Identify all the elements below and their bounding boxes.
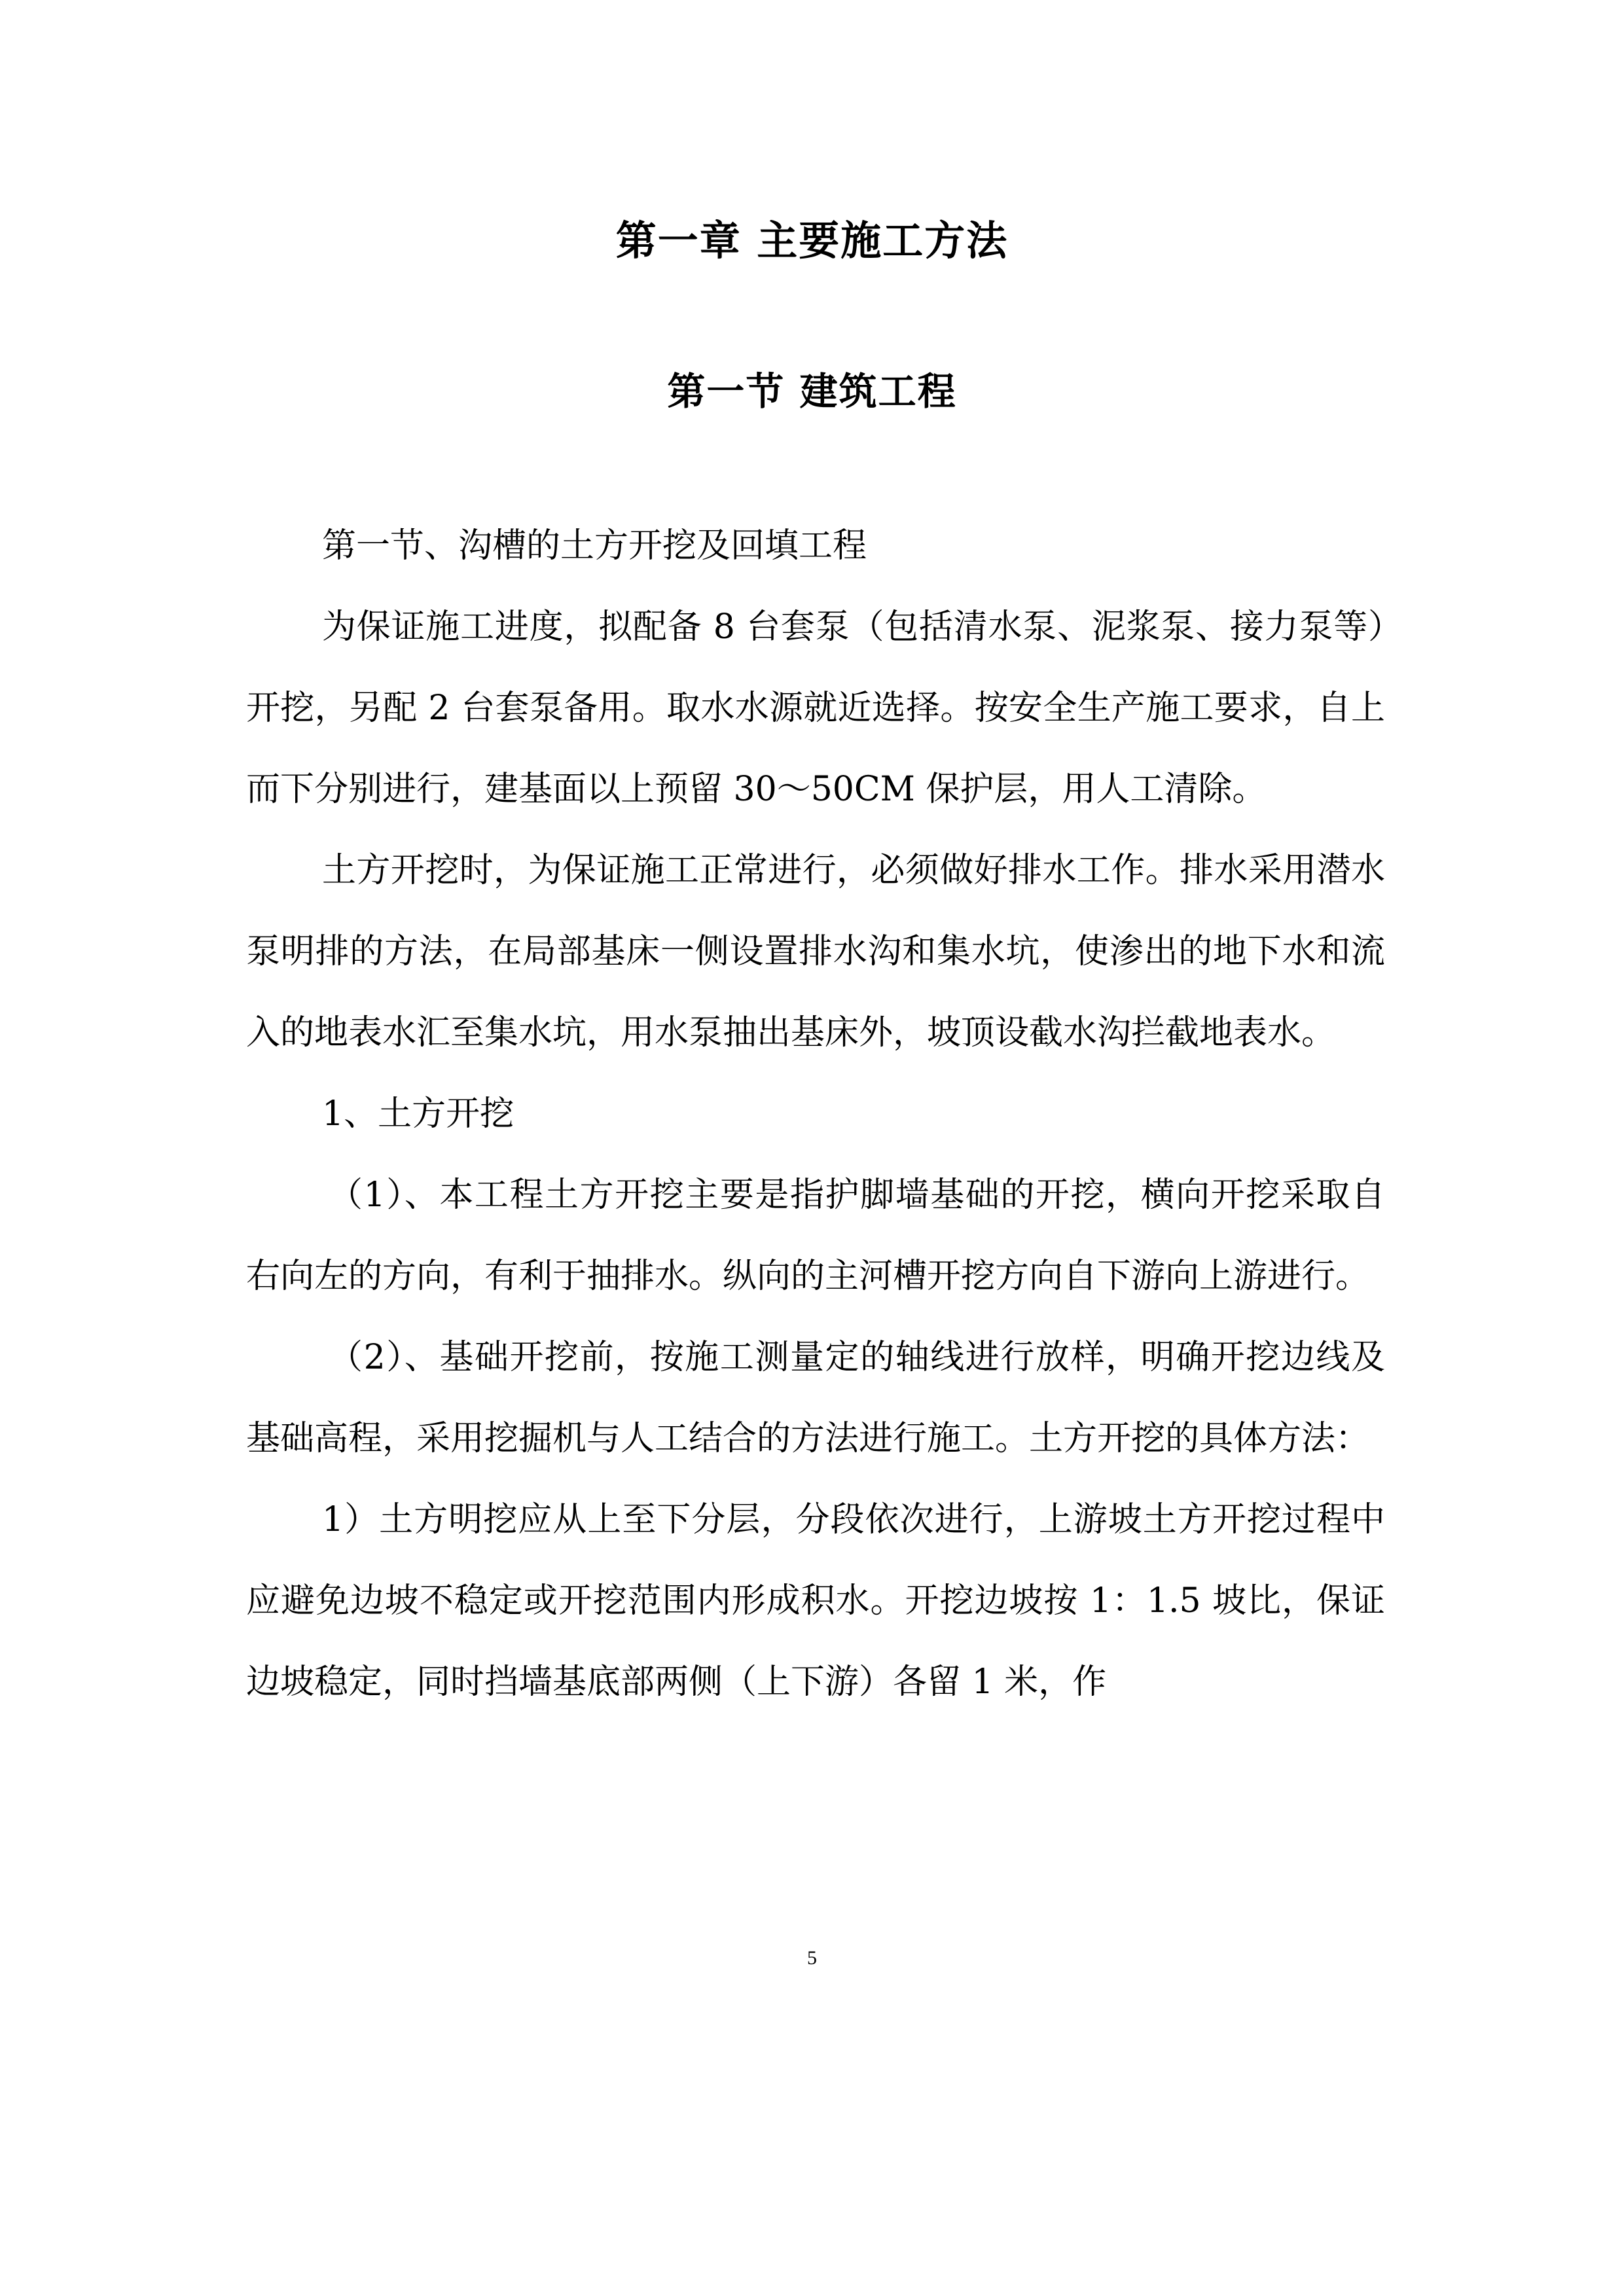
item-heading-earthwork: 1、土方开挖: [322, 1094, 514, 1134]
section-title: 第一节 建筑工程: [667, 369, 957, 414]
paragraph-pump-preparation: 为保证施工进度，拟配备 8 台套泵（包括清水泵、泥浆泵、接力泵等）开挖，另配 2 台套泵备用。取水水源就近选择。按安全生产施工要求，自上而下分别进行，建基面以上预留 30～50CM 保护层，用人工清除。: [246, 607, 1385, 809]
subsection-heading: 第一节、沟槽的土方开挖及回填工程: [322, 526, 867, 565]
item-1-excavation-scope: （1）、本工程土方开挖主要是指护脚墙基础的开挖，横向开挖采取自右向左的方向，有利于抽排水。纵向的主河槽开挖方向自下游向上游进行。: [246, 1175, 1385, 1296]
item-2-excavation-method: （2）、基础开挖前，按施工测量定的轴线进行放样，明确开挖边线及基础高程，采用挖掘机与人工结合的方法进行施工。土方开挖的具体方法：: [246, 1338, 1385, 1458]
page-number: 5: [807, 1947, 817, 1969]
body-text: [246, 505, 1385, 1723]
chapter-title: 第一章 主要施工方法: [615, 217, 1009, 264]
paragraph-drainage: 土方开挖时，为保证施工正常进行，必须做好排水工作。排水采用潜水泵明排的方法，在局部基床一侧设置排水沟和集水坑，使渗出的地下水和流入的地表水汇至集水坑，用水泵抽出基床外，坡顶设截水沟拦截地表水。: [246, 851, 1385, 1052]
item-1-layered-excavation: 1）土方明挖应从上至下分层，分段依次进行，上游坡土方开挖过程中应避免边坡不稳定或开挖范围内形成积水。开挖边坡按 1：1.5 坡比，保证边坡稳定，同时挡墙基底部两侧（上下游）各留 1 米，作: [246, 1500, 1385, 1702]
